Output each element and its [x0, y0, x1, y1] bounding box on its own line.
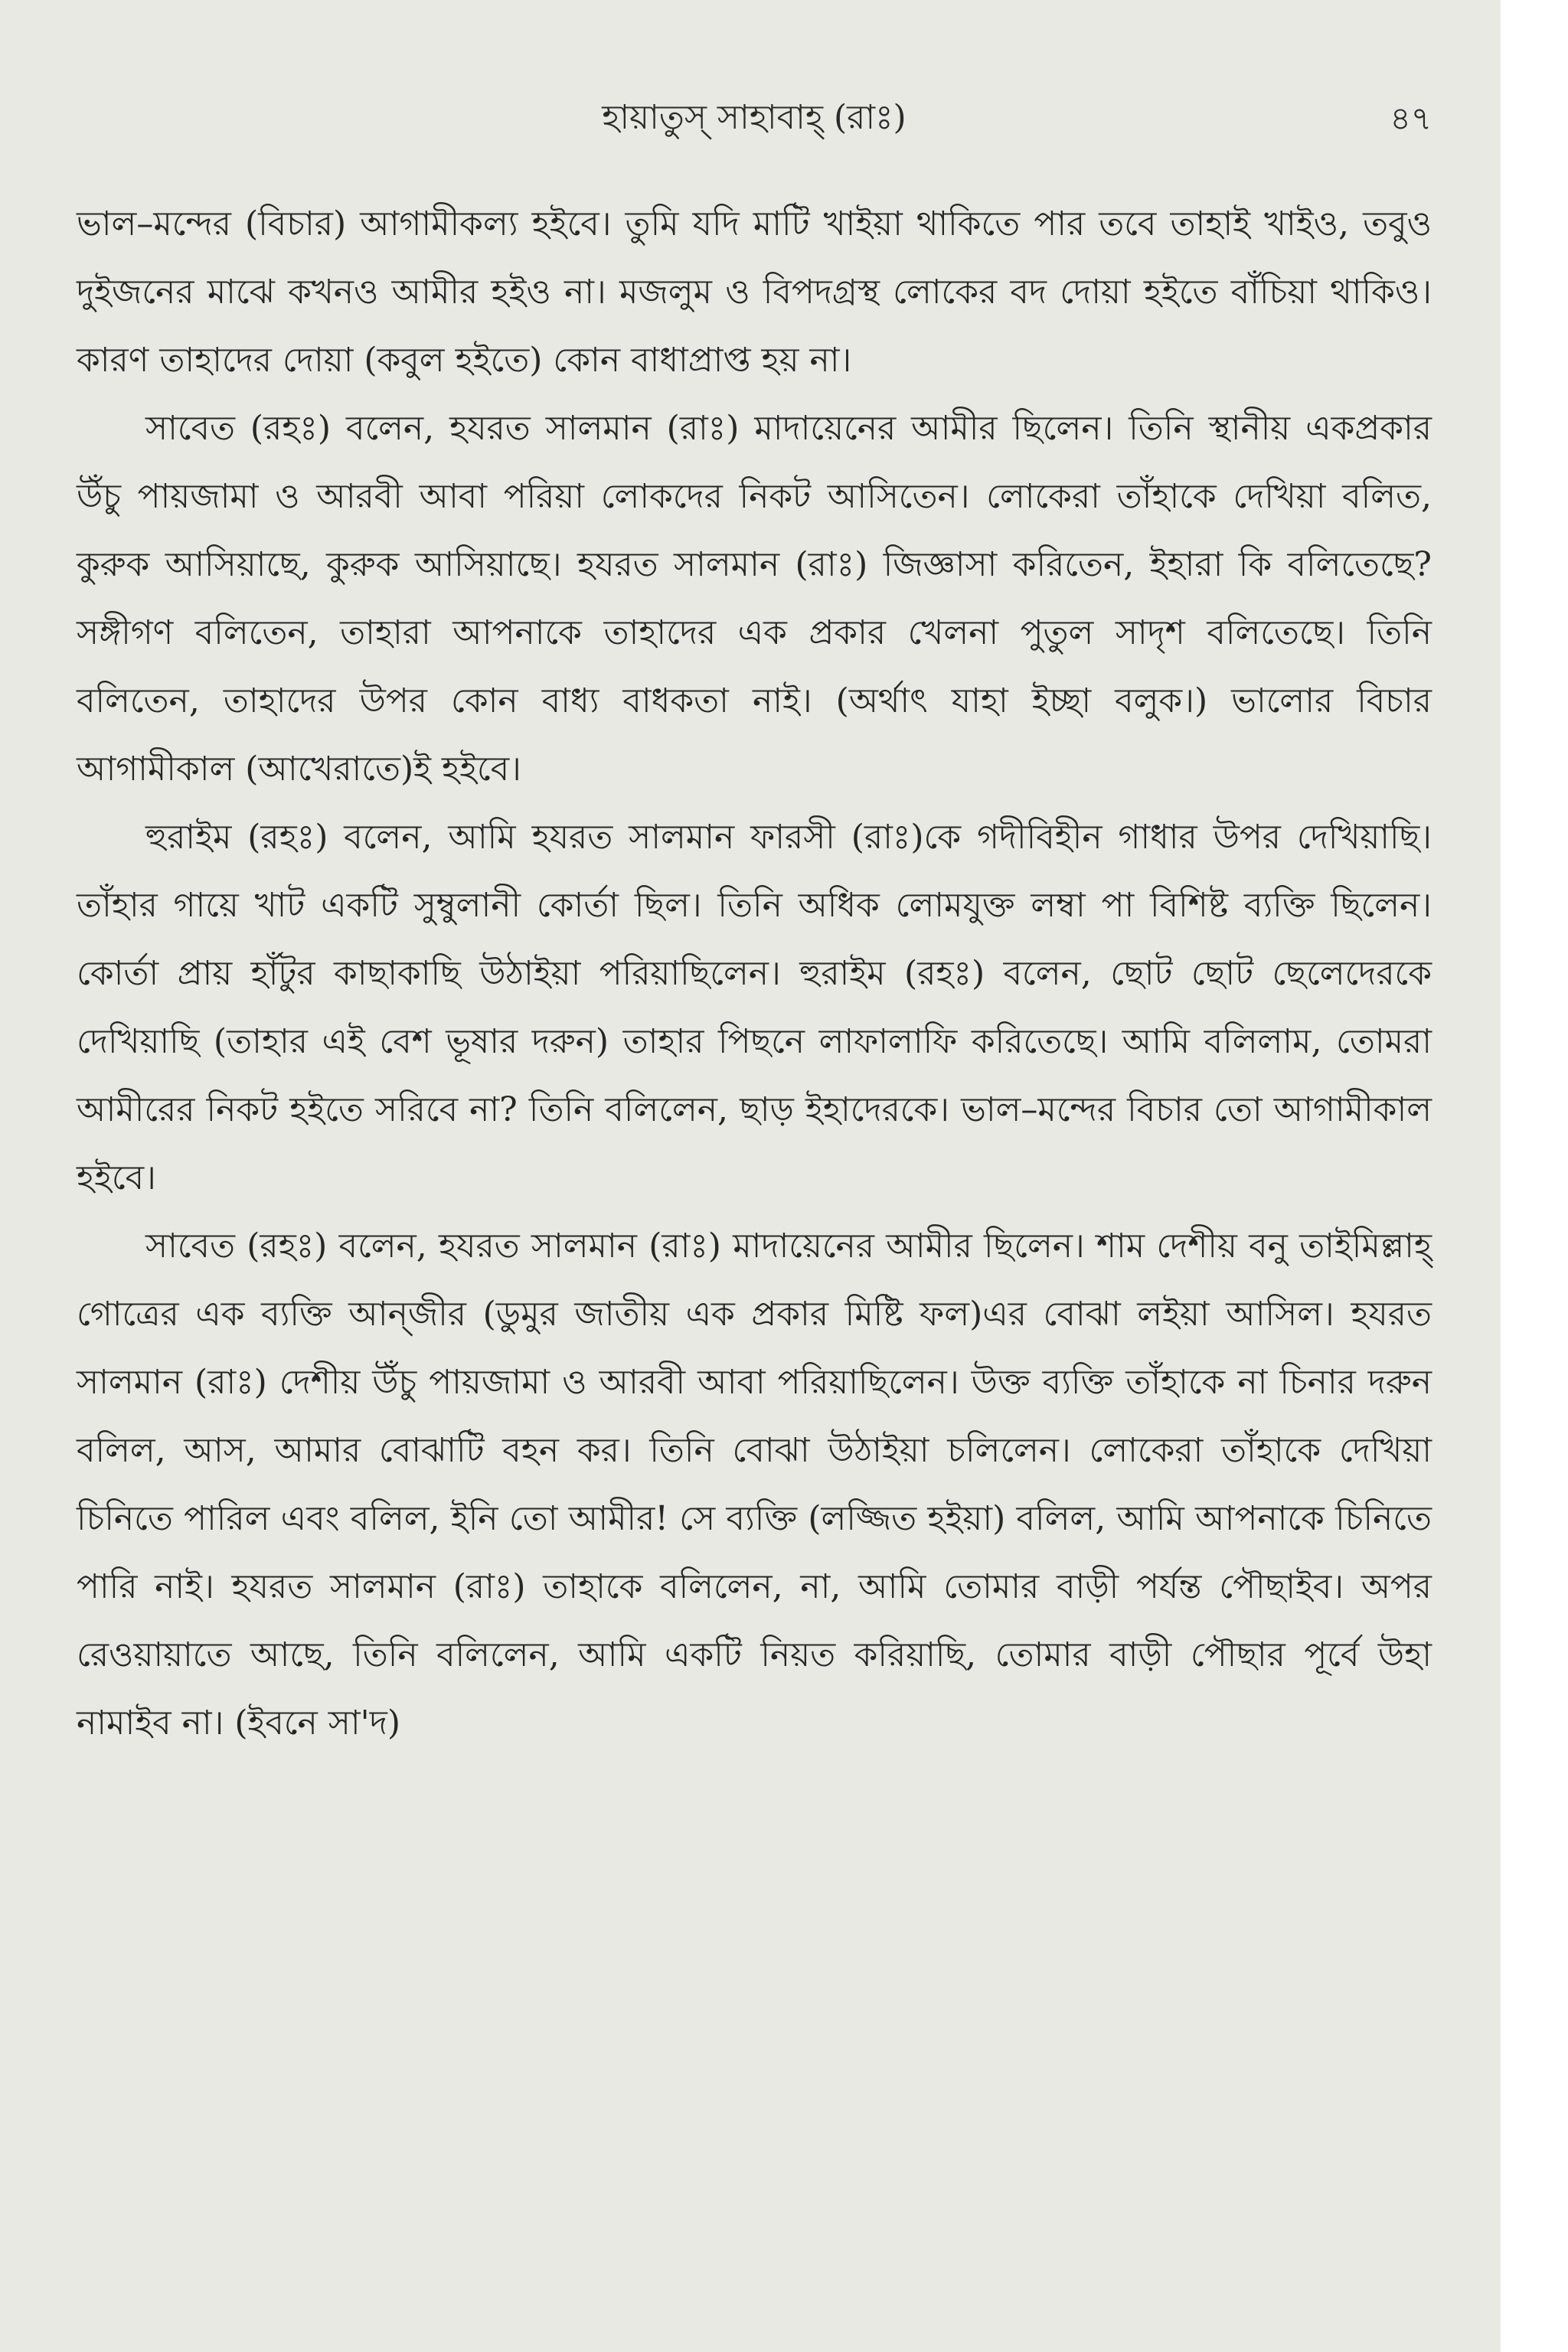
- paragraph-1: ভাল–মন্দের (বিচার) আগামীকল্য হইবে। তুমি যদি মাটি খাইয়া থাকিতে পার তবে তাহাই খাইও, তবুও দুইজনের মাঝে কখনও আমীর হইও না। মজলুম ও বিপদগ্রস্থ লোকের বদ দোয়া হইতে বাঁচিয়া থাকিও। কারণ তাহাদের দোয়া (কবুল হইতে) কোন বাধাপ্রাপ্ত হয় না।: [77, 204, 1432, 380]
- scan-margin: [1501, 0, 1568, 2352]
- paragraph-4: সাবেত (রহঃ) বলেন, হযরত সালমান (রাঃ) মাদায়েনের আমীর ছিলেন। শাম দেশীয় বনু তাইমিল্লাহ্ গোত্রের এক ব্যক্তি আন্‌জীর (ডুমুর জাতীয় এক প্রকার মিষ্টি ফল)এর বোঝা লইয়া আসিল। হযরত সালমান (রাঃ) দেশীয় উঁচু পায়জামা ও আরবী আবা পরিয়াছিলেন। উক্ত ব্যক্তি তাঁহাকে না চিনার দরুন বলিল, আস, আমার বোঝাটি বহন কর। তিনি বোঝা উঠাইয়া চলিলেন। লোকেরা তাঁহাকে দেখিয়া চিনিতে পারিল এবং বলিল, ইনি তো আমীর! সে ব্যক্তি (লজ্জিত হইয়া) বলিল, আমি আপনাকে চিনিতে পারি নাই। হযরত সালমান (রাঃ) তাহাকে বলিলেন, না, আমি তোমার বাড়ী পর্যন্ত পৌছাইব। অপর রেওয়ায়াতে আছে, তিনি বলিলেন, আমি একটি নিয়ত করিয়াছি, তোমার বাড়ী পৌছার পূর্বে উহা নামাইব না। (ইবনে সা'দ): [77, 1227, 1432, 1743]
- paragraph-3: হুরাইম (রহঃ) বলেন, আমি হযরত সালমান ফারসী (রাঃ)কে গদীবিহীন গাধার উপর দেখিয়াছি। তাঁহার গায়ে খাট একটি সুম্বুলানী কোর্তা ছিল। তিনি অধিক লোমযুক্ত লম্বা পা বিশিষ্ট ব্যক্তি ছিলেন। কোর্তা প্রায় হাঁটুর কাছাকাছি উঠাইয়া পরিয়াছিলেন। হুরাইম (রহঃ) বলেন, ছোট ছোট ছেলেদেরকে দেখিয়াছি (তাহার এই বেশ ভূষার দরুন) তাহার পিছনে লাফালাফি করিতেছে। আমি বলিলাম, তোমরা আমীরের নিকট হইতে সরিবে না? তিনি বলিলেন, ছাড় ইহাদেরকে। ভাল–মন্দের বিচার তো আগামীকাল হইবে।: [77, 818, 1432, 1197]
- body-text: [77, 190, 1432, 1757]
- page-number: ৪৭: [1390, 100, 1432, 137]
- running-header: [77, 83, 1432, 144]
- paragraph-2: সাবেত (রহঃ) বলেন, হযরত সালমান (রাঃ) মাদায়েনের আমীর ছিলেন। তিনি স্থানীয় একপ্রকার উঁচু পায়জামা ও আরবী আবা পরিয়া লোকদের নিকট আসিতেন। লোকেরা তাঁহাকে দেখিয়া বলিত, কুরুক আসিয়াছে, কুরুক আসিয়াছে। হযরত সালমান (রাঃ) জিজ্ঞাসা করিতেন, ইহারা কি বলিতেছে? সঙ্গীগণ বলিতেন, তাহারা আপনাকে তাহাদের এক প্রকার খেলনা পুতুল সাদৃশ বলিতেছে। তিনি বলিতেন, তাহাদের উপর কোন বাধ্য বাধকতা নাই। (অর্থাৎ যাহা ইচ্ছা বলুক।) ভালোর বিচার আগামীকাল (আখেরাতে)ই হইবে।: [77, 409, 1432, 789]
- running-title: হায়াতুস্ সাহাবাহ্ (রাঃ): [602, 98, 906, 137]
